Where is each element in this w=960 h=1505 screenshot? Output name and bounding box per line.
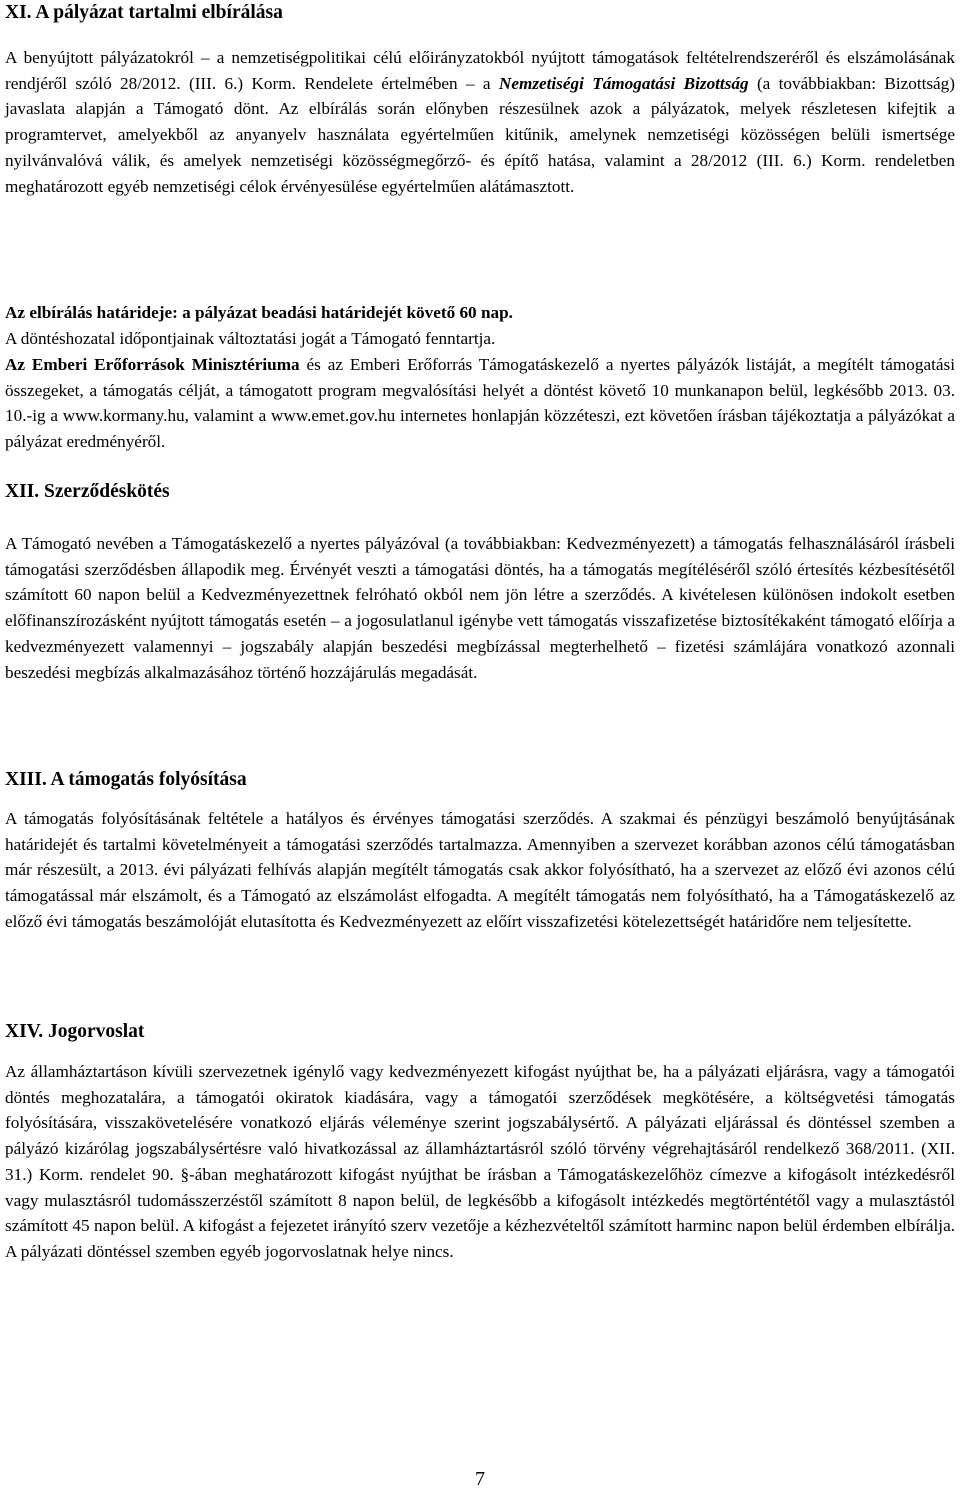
section-heading-xii: XII. Szerződéskötés [5,481,170,502]
section-xi-paragraph-1 [5,45,955,199]
section-xiv-paragraph: Az államháztartáson kívüli szervezetnek igénylő vagy kedvezményezett kifogást nyújthat be, ha a pályázati eljárásra, vagy a támogatói döntés meghozatalára, a támogatói okiratok kiadására, vagy a támogatói szerződések megkötésére, a költségvetési támogatás folyósítására, visszakövetelésére vonatkozó eljárás véleménye szerint jogszabálysértő. A pályázati eljárással és döntéssel szemben a pályázó kizárólag jogszabálysértésre való hivatkozással az államháztartásról szóló törvény végrehajtásáról rendelkező 368/2011. (XII. 31.) Korm. rendelet 90. §-ában meghatározott kifogást nyújthat be írásban a Támogatáskezelőhöz címezve a kifogásolt intézkedésről vagy mulasztásról tudomásszerzéstől számított 8 napon belül, de legkésőbb a kifogásolt intézkedés megtörténtétől vagy a mulasztástól számított 45 napon belül. A kifogást a fejezetet irányító szerv vezetője a kézhezvételtől számított harminc napon belül érdemben elbírálja. A pályázati döntéssel szemben egyéb jogorvoslatnak helye nincs. [5,1062,955,1261]
section-heading-xi: XI. A pályázat tartalmi elbírálása [5,2,283,23]
section-heading-xiii: XIII. A támogatás folyósítása [5,769,247,790]
ministry-name: Az Emberi Erőforrások Minisztériuma [5,355,300,374]
section-xiii-paragraph: A támogatás folyósításának feltétele a hatályos és érvényes támogatási szerződés. A szakmai és pénzügyi beszámoló benyújtásának határidejét és tartalmi követelményeit a támogatási szerződés tartalmazza. Amennyiben a szervezet korábban azonos célú támogatásban már részesült, a 2013. évi pályázati felhívás alapján megítélt támogatás csak akkor folyósítható, ha a szervezet az előző évi azonos célú támogatással már elszámolt, és a Támogató az elszámolást elfogadta. A megítélt támogatás nem folyósítható, ha a Támogatáskezelő az előző évi támogatás beszámolóját elutasította és Kedvezményezett az előírt visszafizetési kötelezettségét határidőre nem teljesítette. [5,809,955,931]
page-number: 7 [475,1468,485,1490]
decision-deadline: Az elbírálás határideje: a pályázat beadási határidejét követő 60 nap. [5,303,513,322]
section-xii-paragraph: A Támogató nevében a Támogatáskezelő a nyertes pályázóval (a továbbiakban: Kedvezményezett) a támogatás felhasználásáról írásbeli támogatási szerződésben állapodik meg. Érvényét veszti a támogatási döntés, ha a támogatás megítéléséről szóló értesítés kézbesítésétől számított 60 napon belül a Kedvezményezettnek felróható okból nem jön létre a szerződés. A kivételesen különösen indokolt esetben előfinanszírozásként nyújtott támogatás esetén – a jogosulatlanul igénybe vett támogatás visszafizetése biztosítékaként támogató előírja a kedvezményezett valamennyi – jogszabály alapján beszedési megbízással megterhelhető – fizetési számlájára vonatkozó azonnali beszedési megbízás alkalmazásához történő hozzájárulás megadását. [5,534,955,682]
decision-dates-note: A döntéshozatal időpontjainak változtatási jogát a Támogató fenntartja. [5,329,496,348]
section-xi-paragraph-1-body: (a továbbiakban: Bizottság) javaslata alapján a Támogató dönt. Az elbírálás során előnyben részesülnek azok a pályázatok, melyek részletesen kifejtik a programtervet, amelyekből az anyanyelv használata egyértelműen kitűnik, amelynek nemzetiségi közösségen belüli ismertsége nyilvánvalóvá válik, és amelyek nemzetiségi közösségmegőrző- és építő hatása, valamint a 28/2012 (III. 6.) Korm. rendeletben meghatározott egyéb nemzetiségi célok érvényesülése egyértelműen alátámasztott. [5,73,955,196]
section-heading-xiv: XIV. Jogorvoslat [5,1021,145,1042]
section-xi-paragraph-1-lead: A benyújtott pályázatokról – a nemzetiségpolitikai célú előirányzatokból nyújtott támogatások feltételrendszeréről és elszámolásának rendjéről szóló 28/2012. (III. 6.) Korm. Rendelete értelmében – a [5,48,955,93]
section-xi-paragraph-4 [5,352,955,455]
section-xi-paragraph-4-body: és az Emberi Erőforrás Támogatáskezelő a nyertes pályázók listáját, a megítélt támogatási összegeket, a támogatás célját, a támogatott program megvalósítási helyét a döntést követő 10 munkanapon belül, legkésőbb 2013. 03. 10.-ig a www.kormany.hu, valamint a www.emet.gov.hu internetes honlapján közzéteszi, ezt követően írásban tájékoztatja a pályázókat a pályázat eredményéről. [5,355,955,452]
committee-name: Nemzetiségi Támogatási Bizottság [498,73,749,93]
